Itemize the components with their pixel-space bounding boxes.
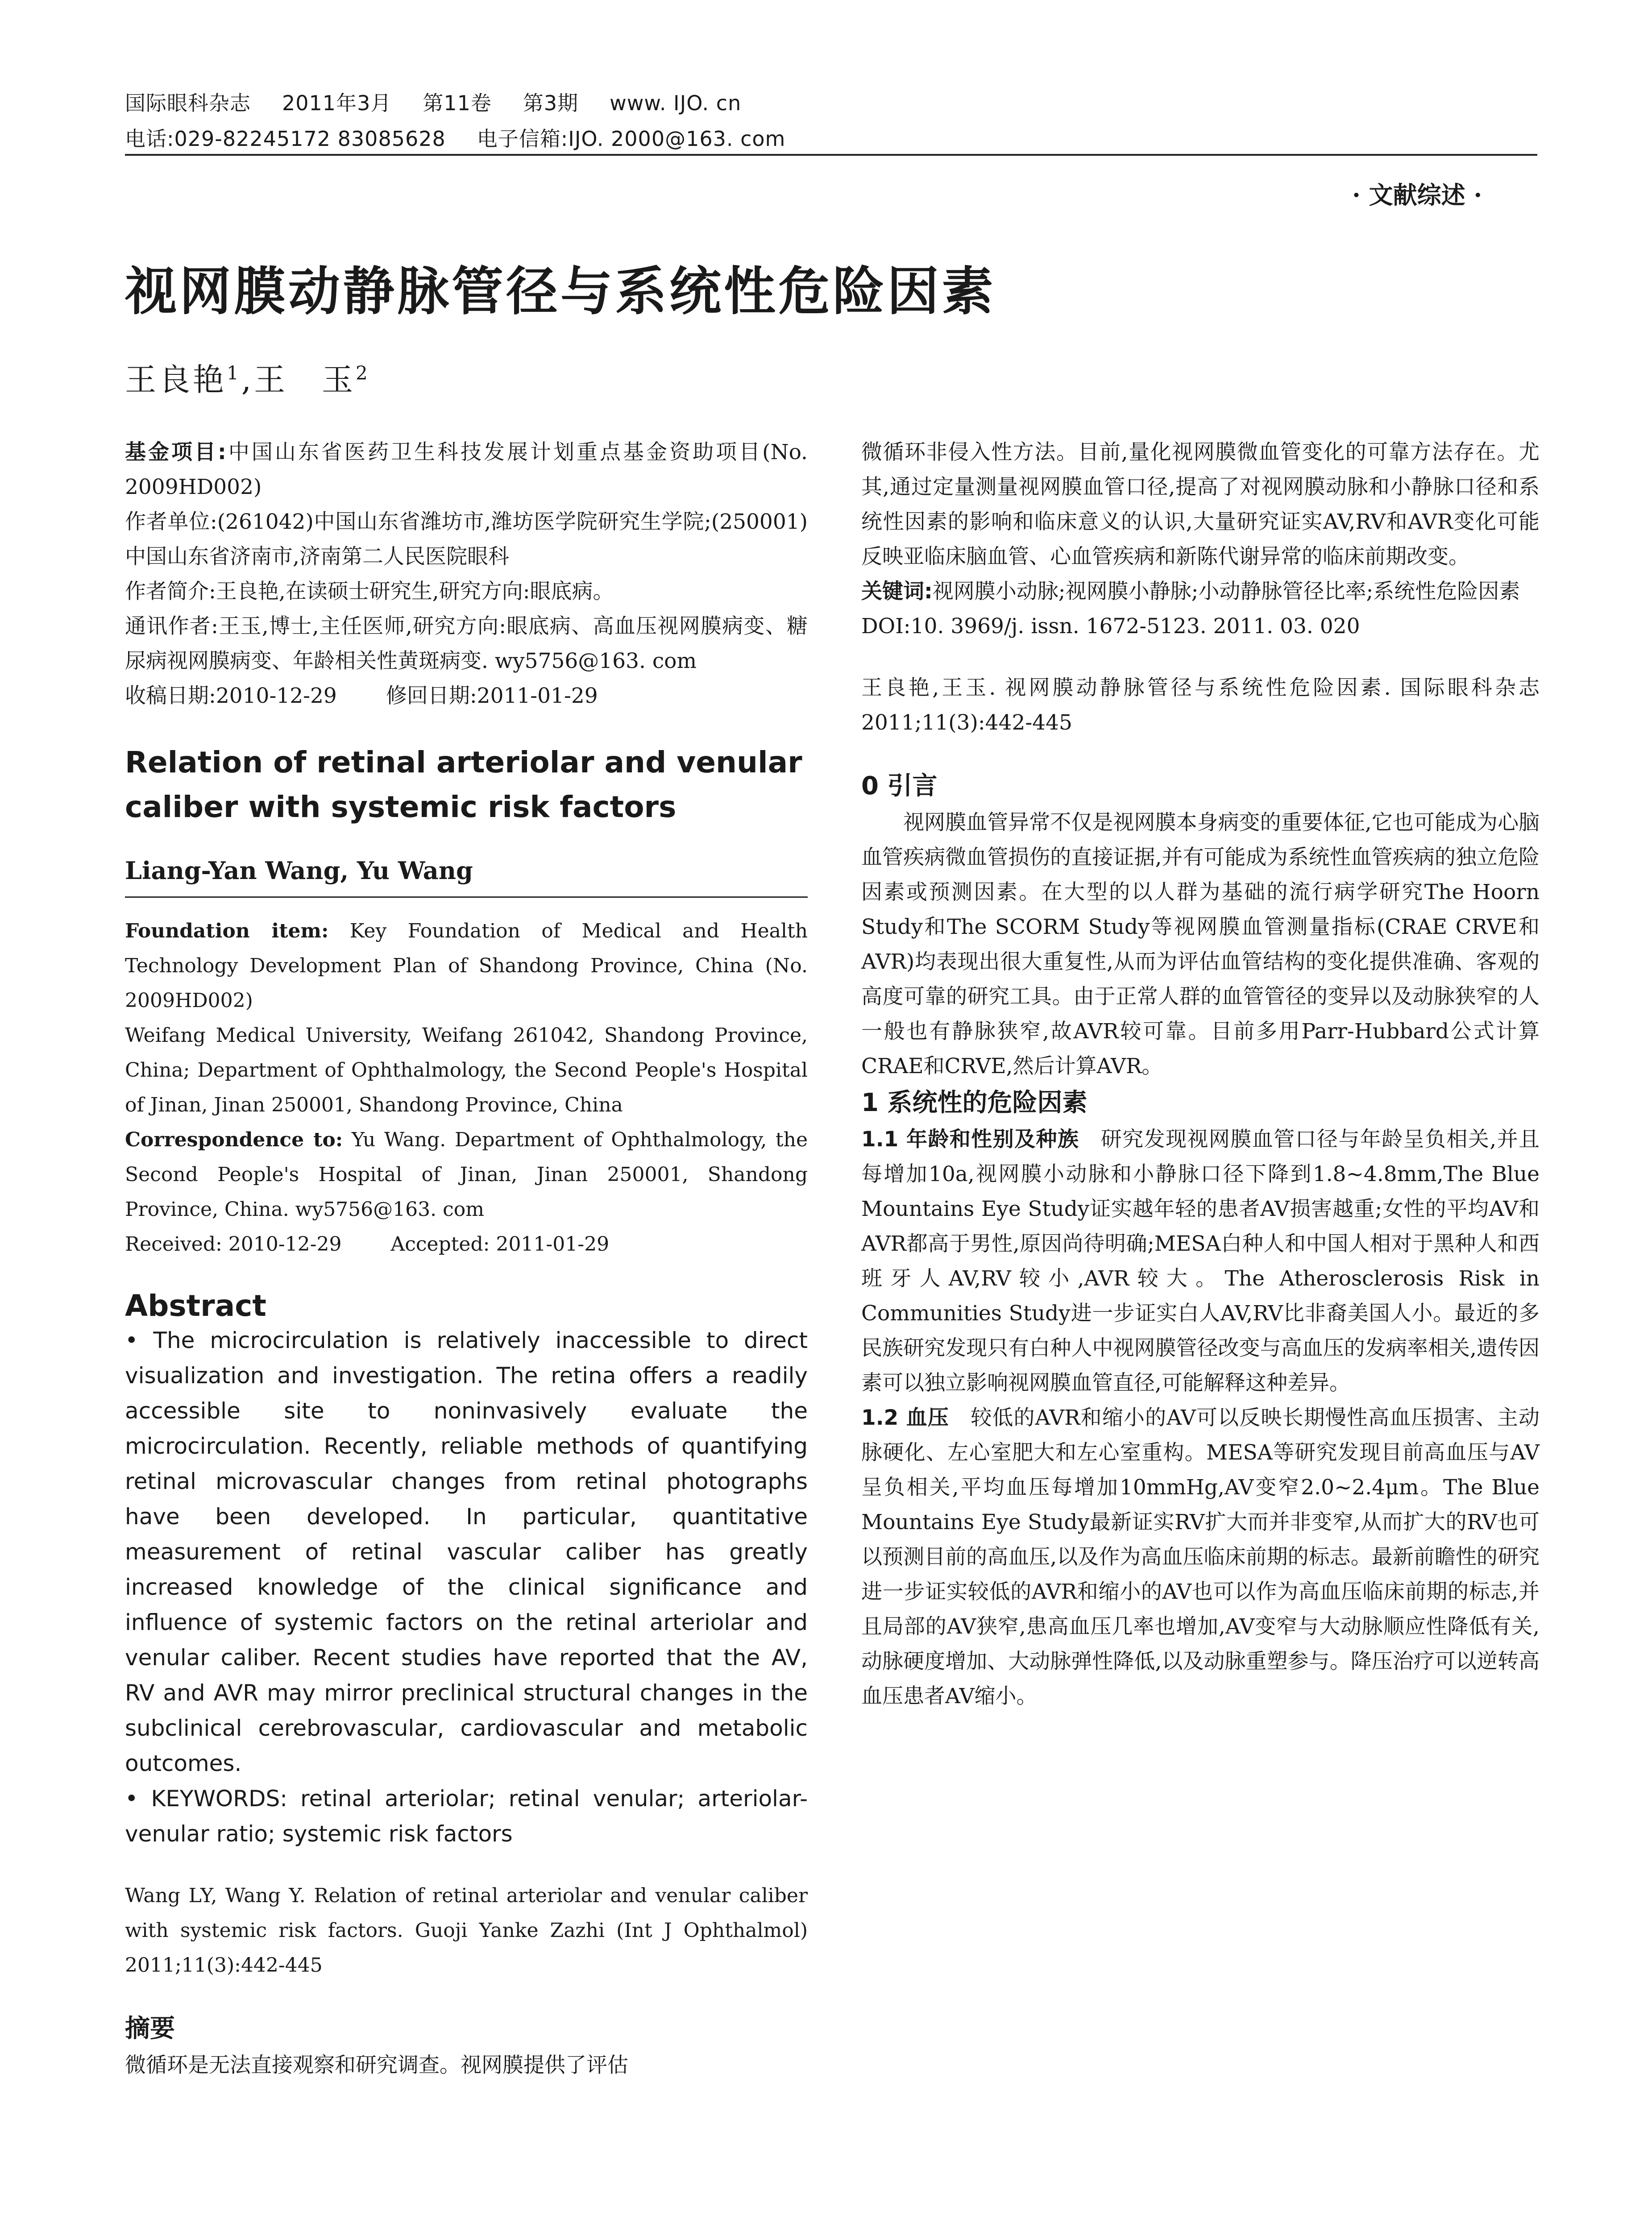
corr-en [125, 1123, 808, 1227]
author-1-affil: 1 [227, 362, 241, 384]
section-1-1 [861, 1122, 1540, 1401]
bio-cn-label: 作者简介: [125, 579, 216, 604]
foundation-en [125, 914, 808, 1018]
revised-cn: 修回日期:2011-01-29 [386, 684, 598, 708]
intro-paragraph: 视网膜血管异常不仅是视网膜本身病变的重要体征,它也可能成为心脑血管疾病微血管损伤的直接证据,并有可能成为系统性血管疾病的独立危险因素或预测因素。在大型的以人群为基础的流行病学研究The Hoorn Study和The SCORM Study等视网膜血管测量指标(CRAE CRVE和AVR)均表现出很大重复性,从而为评估血管结构的变化提供准确、客观的高度可靠的研究工具。由于正常人群的血管管径的变异以及动脉狭窄的人一般也有静脉狭窄,故AVR较可靠。目前多用Parr-Hubbard公式计算CRAE和CRVE,然后计算AVR。 [861, 810, 1540, 1078]
bio-cn-text: 王良艳,在读硕士研究生,研究方向:眼底病。 [216, 579, 614, 604]
keywords-cn-label: 关键词: [861, 579, 933, 604]
section-1-1-text: 研究发现视网膜血管口径与年龄呈负相关,并且每增加10a,视网膜小动脉和小静脉口径下降到1.8~4.8mm,The Blue Mountains Eye Study证实越年轻的患者AV损害越重;女性的平均AV和AVR都高于男性,原因尚待明确;MESA白种人和中国人相对于黑种人和西班牙人AV,RV较小,AVR较大。The Atherosclerosis Risk in Communities Study进一步证实白人AV,RV比非裔美国人小。最近的多民族研究发现只有白种人中视网膜管径改变与高血压的发病率相关,遗传因素可以独立影响视网膜血管直径,可能解释这种差异。 [861, 1127, 1540, 1395]
abstract-cn-start: 微循环是无法直接观察和研究调查。视网膜提供了评估 [125, 2053, 628, 2078]
article-title-en: Relation of retinal arteriolar and venular caliber with systemic risk factors [125, 745, 802, 824]
corr-cn-label: 通讯作者: [125, 614, 218, 639]
foundation-cn-text: 中国山东省医药卫生科技发展计划重点基金资助项目(No. 2009HD002) [125, 440, 808, 499]
header-divider [125, 154, 1537, 156]
dates-cn [125, 679, 808, 713]
section-1-2-label: 1.2 血压 [861, 1406, 950, 1430]
left-column [125, 435, 808, 2083]
received-cn: 收稿日期:2010-12-29 [125, 684, 337, 708]
author-separator: , [241, 361, 254, 398]
section-tag: · 文献综述 · [1352, 181, 1482, 209]
right-column [861, 435, 1540, 1714]
volume: 第11卷 [423, 91, 492, 115]
doi[interactable]: DOI:10. 3969/j. issn. 1672-5123. 2011. 03. 020 [861, 614, 1360, 639]
journal-header-line1 [125, 87, 772, 116]
section-1-1-label: 1.1 年龄和性别及种族 [861, 1127, 1079, 1152]
journal-name: 国际眼科杂志 [125, 91, 251, 115]
foundation-cn-label: 基金项目: [125, 440, 226, 464]
foundation-en-label: Foundation item: [125, 920, 329, 942]
journal-email[interactable]: 电子信箱:IJO. 2000@163. com [477, 127, 786, 151]
received-en: Received: 2010-12-29 [125, 1233, 342, 1256]
abstract-body: • The microcirculation is relatively inaccessible to direct visualization and investigation. The retina offers a readily accessible site to noninvasively evaluate the microcirculation. Recently, reliable methods of quantifying retinal microvascular changes from retinal photographs have been developed. In particular, quantitative measurement of retinal vascular caliber has greatly increased knowledge of the clinical significance and influence of systemic factors on the retinal arteriolar and venular caliber. Recent studies have reported that the AV, RV and AVR may mirror preclinical structural changes in the subclinical cerebrovascular, cardiovascular and metabolic outcomes. [125, 1327, 808, 1776]
citation-cn: 王良艳,王玉. 视网膜动静脉管径与系统性危险因素. 国际眼科杂志 2011;11(3):442-445 [861, 676, 1540, 735]
keywords-cn [861, 574, 1540, 609]
corr-cn [125, 609, 808, 679]
citation-en: Wang LY, Wang Y. Relation of retinal arteriolar and venular caliber with systemic risk factors. Guoji Yanke Zazhi (Int J Ophthalmol) 2011;11(3):442-445 [125, 1884, 808, 1977]
section-1-2-text: 较低的AVR和缩小的AV可以反映长期慢性高血压损害、主动脉硬化、左心室肥大和左心室重构。MESA等研究发现目前高血压与AV呈负相关,平均血压每增加10mmHg,AV变窄2.0~2.4μm。The Blue Mountains Eye Study最新证实RV扩大而并非变窄,从而扩大的RV也可以预测目前的高血压,以及作为高血压临床前期的标志。最新前瞻性的研究进一步证实较低的AVR和缩小的AV也可以作为高血压临床前期的标志,并且局部的AV狭窄,患高血压几率也增加,AV变窄与大动脉顺应性降低有关,动脉硬度增加、大动脉弹性降低,以及动脉重塑参与。降压治疗可以逆转高血压患者AV缩小。 [861, 1406, 1540, 1708]
section-1-heading: 1 系统性的危险因素 [861, 1088, 1087, 1117]
corr-en-label: Correspondence to: [125, 1128, 343, 1151]
issue-number: 第3期 [523, 91, 579, 115]
unit-cn [125, 505, 808, 574]
unit-cn-text: (261042)中国山东省潍坊市,潍坊医学院研究生学院;(250001)中国山东省济南市,济南第二人民医院眼科 [125, 510, 808, 569]
phone-number: 电话:029-82245172 83085628 [125, 127, 446, 151]
authors-en: Liang-Yan Wang, Yu Wang [125, 856, 473, 885]
affiliation-en: Weifang Medical University, Weifang 261042, Shandong Province, China; Department of Ophthalmology, the Second People's Hospital of Jinan, Jinan 250001, Shandong Province, China [125, 1024, 808, 1116]
abstract-heading: Abstract [125, 1289, 266, 1323]
author-2: 王 玉 [254, 361, 356, 398]
keywords-cn-text: 视网膜小动脉;视网膜小静脉;小动静脉管径比率;系统性危险因素 [932, 579, 1520, 604]
intro-heading: 0 引言 [861, 771, 938, 800]
accepted-en: Accepted: 2011-01-29 [390, 1233, 610, 1256]
abstract-cn-heading: 摘要 [125, 2014, 175, 2043]
corr-cn-text: 王玉,博士,主任医师,研究方向:眼底病、高血压视网膜病变、糖尿病视网膜病变、年龄相关性黄斑病变. wy5756@163. com [125, 614, 808, 673]
issue-date: 2011年3月 [282, 91, 392, 115]
bio-cn [125, 574, 808, 609]
unit-cn-label: 作者单位: [125, 510, 217, 534]
authors-divider [125, 896, 808, 898]
journal-header-line2 [125, 123, 817, 152]
dates-en [125, 1227, 808, 1262]
author-1: 王良艳 [125, 361, 227, 398]
foundation-cn [125, 435, 808, 505]
foundation-en-text: Key Foundation of Medical and Health Technology Development Plan of Shandong Province, China (No. 2009HD002) [125, 920, 808, 1012]
abstract-cn-continued: 微循环非侵入性方法。目前,量化视网膜微血管变化的可靠方法存在。尤其,通过定量测量视网膜血管口径,提高了对视网膜动脉和小静脉口径和系统性因素的影响和临床意义的认识,大量研究证实AV,RV和AVR变化可能反映亚临床脑血管、心血管疾病和新陈代谢异常的临床前期改变。 [861, 440, 1540, 569]
author-2-affil: 2 [356, 362, 370, 384]
corr-en-text: Yu Wang. Department of Ophthalmology, the Second People's Hospital of Jinan, Jinan 250001, Shandong Province, China. wy5756@163. com [125, 1128, 808, 1221]
abstract-keywords: • KEYWORDS: retinal arteriolar; retinal venular; arteriolar-venular ratio; systemic risk factors [125, 1786, 808, 1847]
journal-website[interactable]: www. IJO. cn [610, 91, 742, 115]
authors-cn [125, 355, 370, 400]
article-title-cn: 视网膜动静脉管径与系统性危险因素 [125, 261, 996, 322]
section-1-2 [861, 1401, 1540, 1714]
